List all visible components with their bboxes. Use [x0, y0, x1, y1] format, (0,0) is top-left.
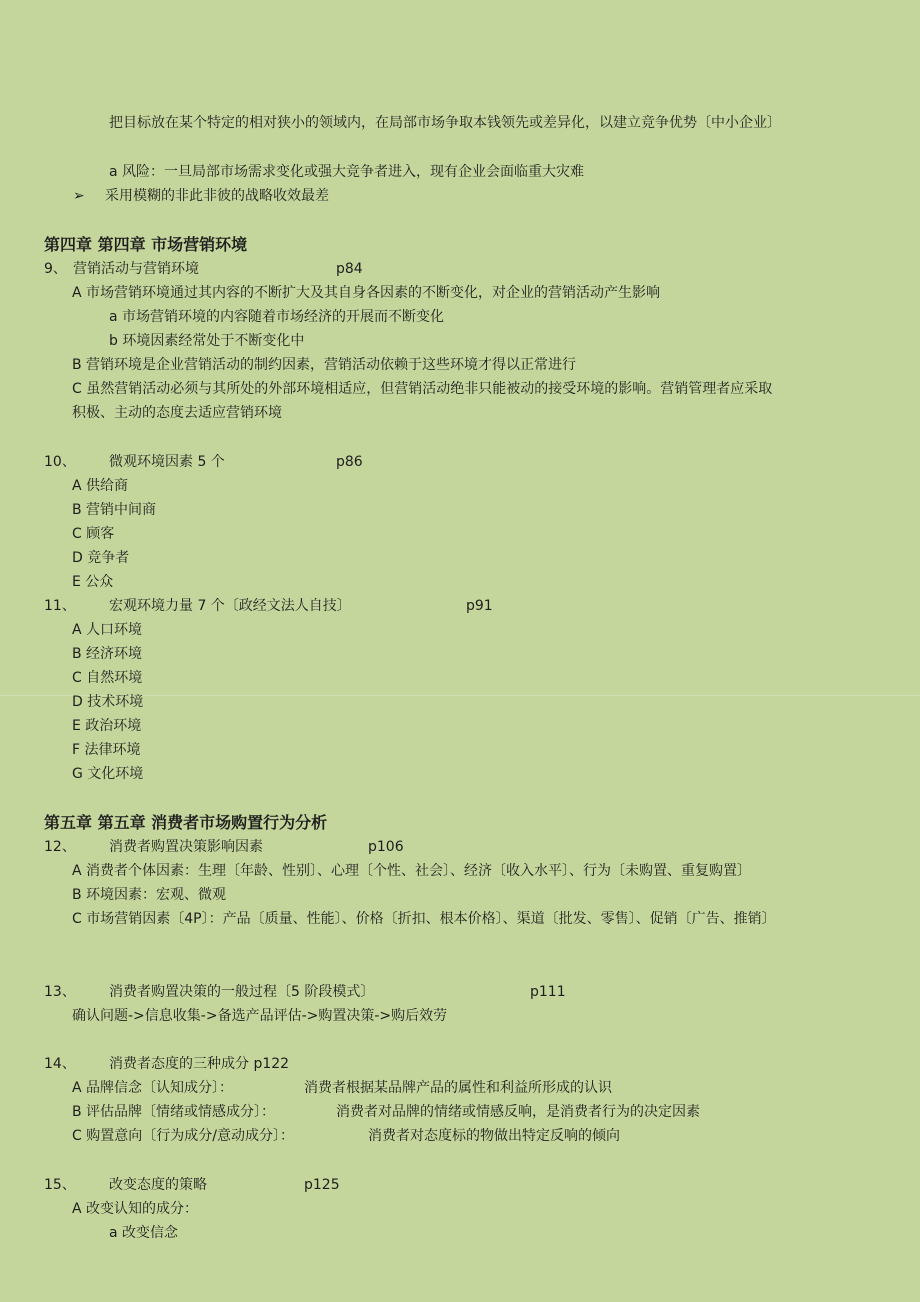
- q15-item-a: A 改变认知的成分：: [72, 1201, 199, 1217]
- q15-number: 15、: [44, 1177, 76, 1193]
- q9-item-a1: a 市场营销环境的内容随着市场经济的开展而不断变化: [109, 309, 445, 325]
- q13-flow: 确认问题->信息收集->备选产品评估->购置决策->购后效劳: [72, 1008, 448, 1024]
- q13-title: 消费者购置决策的一般过程〔5 阶段模式〕: [109, 984, 375, 1000]
- q14-row-desc: 消费者对态度标的物做出特定反响的倾向: [368, 1128, 620, 1144]
- q14-row-desc: 消费者对品牌的情绪或情感反响，是消费者行为的决定因素: [336, 1104, 700, 1120]
- q14-row-label: A 品牌信念〔认知成分〕：: [72, 1080, 234, 1096]
- q10-number: 10、: [44, 454, 76, 470]
- intro-bullet: 采用模糊的非此非彼的战略收效最差: [105, 188, 329, 204]
- q12-page: p106: [368, 839, 404, 855]
- q10-title: 微观环境因素 5 个: [109, 454, 225, 470]
- q15-item-a1: a 改变信念: [109, 1225, 179, 1241]
- q10-page: p86: [336, 454, 363, 470]
- q11-page: p91: [466, 598, 493, 614]
- q11-item: C 自然环境: [72, 670, 143, 686]
- q11-item: D 技术环境: [72, 694, 144, 710]
- q14-title: 消费者态度的三种成分 p122: [109, 1056, 290, 1072]
- q12-title: 消费者购置决策影响因素: [109, 839, 263, 855]
- q14-number: 14、: [44, 1056, 76, 1072]
- q14-row-label: C 购置意向〔行为成分/意动成分〕：: [72, 1128, 294, 1144]
- bullet-arrow-icon: ➢: [73, 188, 85, 204]
- q10-item: E 公众: [72, 574, 114, 590]
- q12-item-b: B 环境因素：宏观、微观: [72, 887, 227, 903]
- chapter5-heading: 第五章 第五章 消费者市场购置行为分析: [44, 813, 328, 832]
- q11-item: G 文化环境: [72, 766, 144, 782]
- q10-item: C 顾客: [72, 526, 115, 542]
- q9-page: p84: [336, 261, 363, 277]
- q11-title: 宏观环境力量 7 个〔政经文法人自技〕: [109, 598, 351, 614]
- q11-item: A 人口环境: [72, 622, 143, 638]
- q13-number: 13、: [44, 984, 76, 1000]
- q9-item-a: A 市场营销环境通过其内容的不断扩大及其自身各因素的不断变化，对企业的营销活动产生影响: [72, 285, 661, 301]
- q15-page: p125: [304, 1177, 340, 1193]
- q9-item-c-line1: C 虽然营销活动必须与其所处的外部环境相适应，但营销活动绝非只能被动的接受环境的影响。营销管理者应采取: [72, 381, 773, 397]
- q9-item-b: B 营销环境是企业营销活动的制约因素，营销活动依赖于这些环境才得以正常进行: [72, 357, 577, 373]
- q14-row-label: B 评估品牌〔情绪或情感成分〕：: [72, 1104, 276, 1120]
- q15-title: 改变态度的策略: [109, 1177, 207, 1193]
- q14-row-desc: 消费者根据某品牌产品的属性和利益所形成的认识: [304, 1080, 612, 1096]
- q12-number: 12、: [44, 839, 76, 855]
- q11-item: F 法律环境: [72, 742, 141, 758]
- chapter4-heading: 第四章 第四章 市场营销环境: [44, 235, 248, 254]
- intro-line: 把目标放在某个特定的相对狭小的领域内，在局部市场争取本钱领先或差异化，以建立竞争优势〔中小企业〕: [109, 115, 781, 131]
- intro-risk: a 风险：一旦局部市场需求变化或强大竞争者进入，现有企业会面临重大灾难: [109, 164, 585, 180]
- q12-item-a: A 消费者个体因素：生理〔年龄、性别〕、心理〔个性、社会〕、经济〔收入水平〕、行为〔未购置、重复购置〕: [72, 863, 752, 879]
- q12-item-c: C 市场营销因素〔4P〕：产品〔质量、性能〕、价格〔折扣、根本价格〕、渠道〔批发、零售〕、促销〔广告、推销〕: [72, 911, 776, 927]
- q9-number: 9、: [44, 261, 67, 277]
- q11-number: 11、: [44, 598, 76, 614]
- q10-item: B 营销中间商: [72, 502, 157, 518]
- q13-page: p111: [530, 984, 566, 1000]
- q10-item: D 竞争者: [72, 550, 130, 566]
- q11-item: E 政治环境: [72, 718, 142, 734]
- q9-item-c-line2: 积极、主动的态度去适应营销环境: [72, 405, 282, 421]
- q9-title: 营销活动与营销环境: [73, 261, 199, 277]
- q10-item: A 供给商: [72, 478, 129, 494]
- q11-item: B 经济环境: [72, 646, 143, 662]
- q9-item-a2: b 环境因素经常处于不断变化中: [109, 333, 305, 349]
